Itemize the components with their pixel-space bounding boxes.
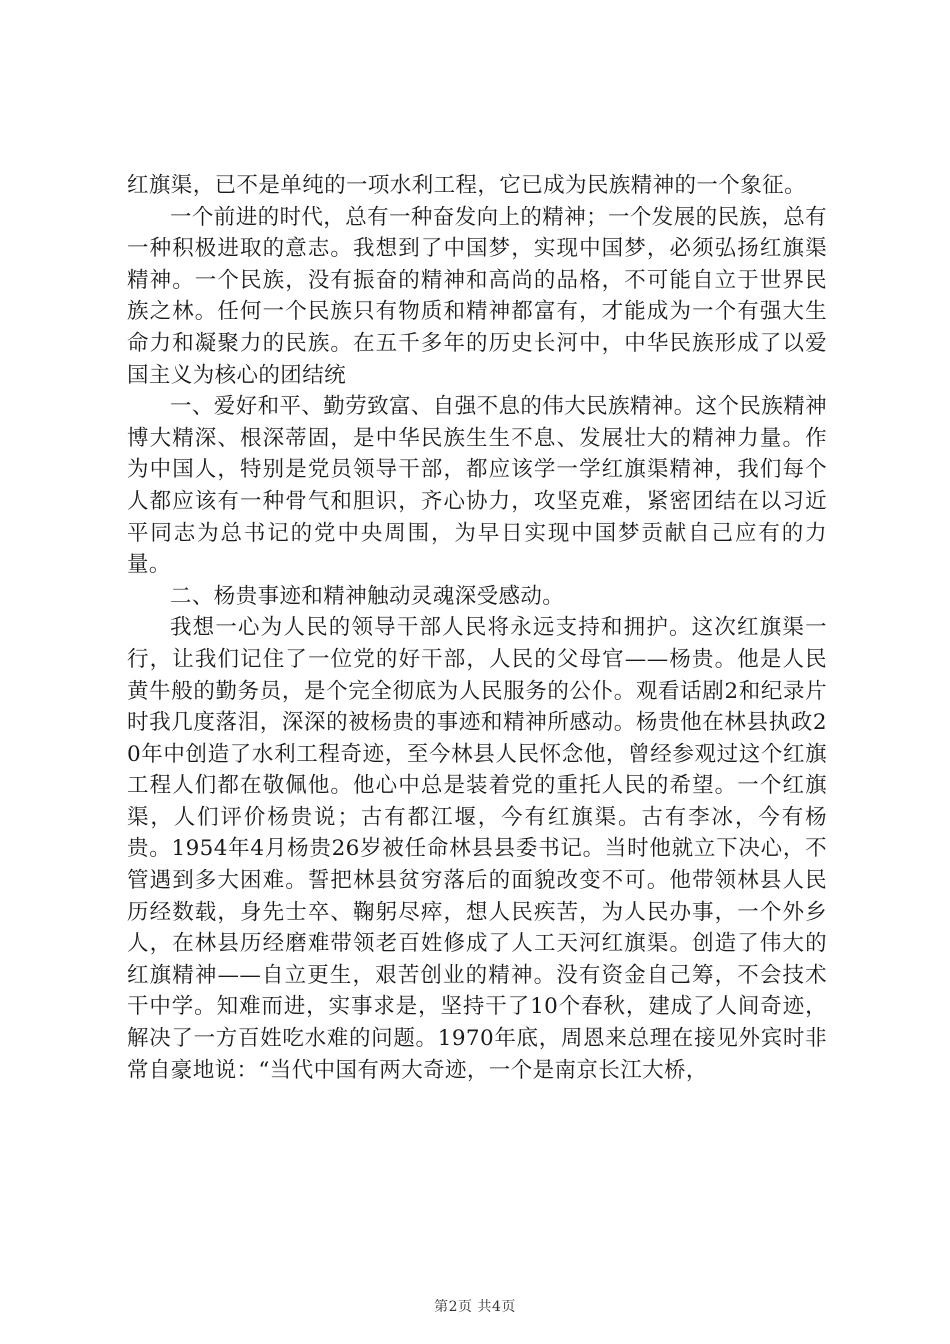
paragraph-2: 一个前进的时代，总有一种奋发向上的精神；一个发展的民族，总有一种积极进取的意志。我想到了中国梦，实现中国梦，必须弘扬红旗渠精神。一个民族，没有振奋的精神和高尚的品格，不可能自立于世界民族之林。任何一个民族只有物质和精神都富有，才能成为一个有强大生命力和凝聚力的民族。在五千多年的历史长河中，中华民族形成了以爱国主义为核心的团结统: [127, 204, 828, 388]
page-number-footer: 第2页 共4页: [434, 1299, 516, 1315]
paragraph-4: 二、杨贵事迹和精神触动灵魂深受感动。: [170, 583, 565, 609]
paragraph-3: 一、爱好和平、勤劳致富、自强不息的伟大民族精神。这个民族精神博大精深、根深蒂固，是中华民族生生不息、发展壮大的精神力量。作为中国人，特别是党员领导干部，都应该学一学红旗渠精神，我们每个人都应该有一种骨气和胆识，齐心协力，攻坚克难，紧密团结在以习近平同志为总书记的党中央周围，为早日实现中国梦贡献自己应有的力量。: [127, 394, 828, 578]
paragraph-5: 我想一心为人民的领导干部人民将永远支持和拥护。这次红旗渠一行，让我们记住了一位党的好干部，人民的父母官——杨贵。他是人民黄牛般的勤务员，是个完全彻底为人民服务的公仆。观看话剧2和纪录片时我几度落泪，深深的被杨贵的事迹和精神所感动。杨贵他在林县执政20年中创造了水利工程奇迹，至今林县人民怀念他，曾经参观过这个红旗工程人们都在敬佩他。他心中总是装着党的重托人民的希望。一个红旗渠，人们评价杨贵说；古有都江堰，今有红旗渠。古有李冰，今有杨贵。1954年4月杨贵26岁被任命林县县委书记。当时他就立下决心，不管遇到多大困难。誓把林县贫穷落后的面貌改变不可。他带领林县人民历经数载，身先士卒、鞠躬尽瘁，想人民疾苦，为人民办事，一个外乡人，在林县历经磨难带领老百姓修成了人工天河红旗渠。创造了伟大的红旗精神——自立更生，艰苦创业的精神。没有资金自己筹，不会技术干中学。知难而进，实事求是，坚持干了10个春秋，建成了人间奇迹，解决了一方百姓吃水难的问题。1970年底，周恩来总理在接见外宾时非常自豪地说：“当代中国有两大奇迹，一个是南京长江大桥，: [127, 615, 827, 1083]
paragraph-1: 红旗渠，已不是单纯的一项水利工程，它已成为民族精神的一个象征。: [127, 173, 806, 198]
document-body: [127, 170, 827, 1086]
